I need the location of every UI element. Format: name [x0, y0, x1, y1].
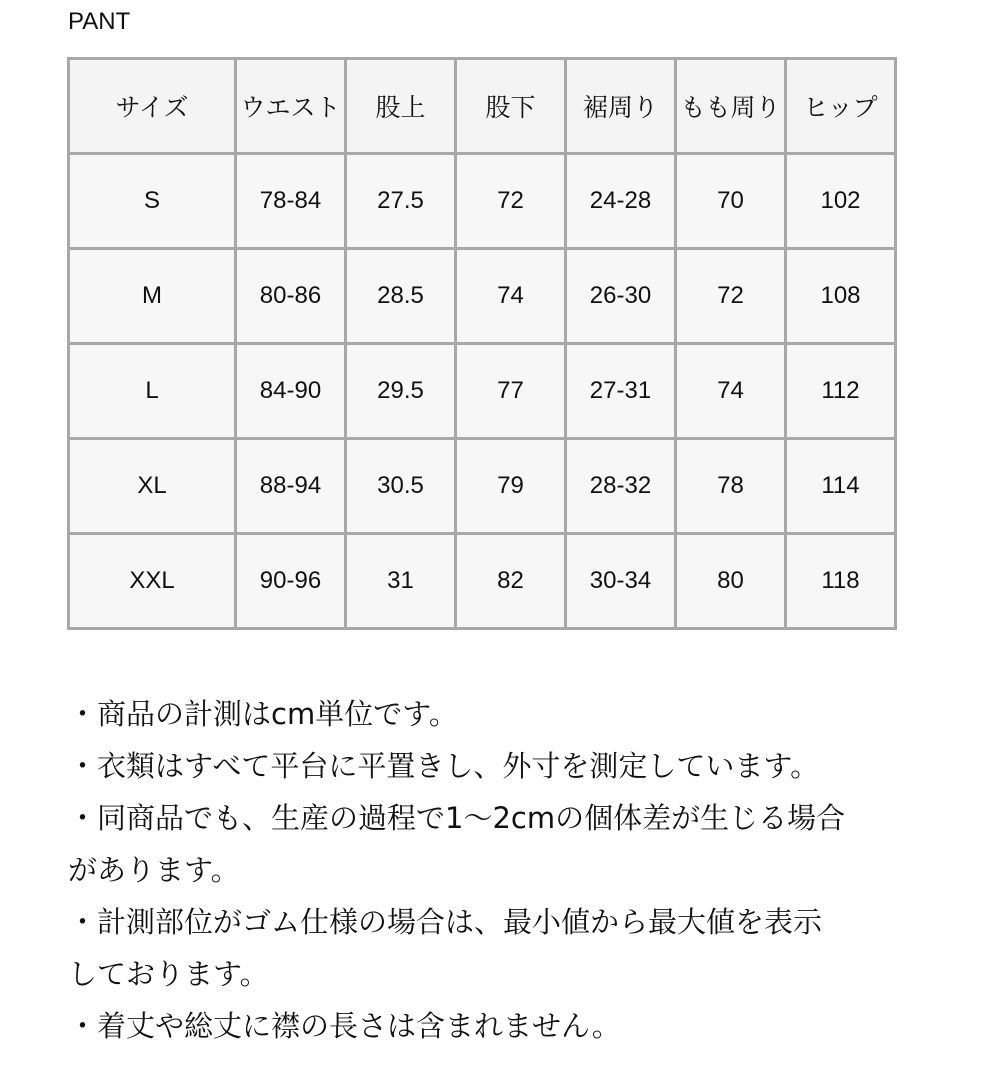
size-chart-table — [67, 57, 897, 630]
header-inseam: 股下 — [456, 59, 566, 154]
table-row — [69, 439, 896, 534]
table-cell: 108 — [786, 249, 896, 344]
table-row — [69, 534, 896, 629]
table-cell: 28.5 — [346, 249, 456, 344]
header-waist: ウエスト — [236, 59, 346, 154]
table-cell: XXL — [69, 534, 236, 629]
table-cell: 72 — [456, 154, 566, 249]
table-cell: 26-30 — [566, 249, 676, 344]
table-cell: 118 — [786, 534, 896, 629]
note-line: ・同商品でも、生産の過程で1～2cmの個体差が生じる場合 — [68, 801, 846, 835]
table-cell: 24-28 — [566, 154, 676, 249]
note-line: ・衣類はすべて平台に平置きし、外寸を測定しています。 — [68, 749, 820, 783]
table-header-row — [69, 59, 896, 154]
table-cell: 74 — [456, 249, 566, 344]
table-cell: 30.5 — [346, 439, 456, 534]
table-cell: 80-86 — [236, 249, 346, 344]
table-cell: 29.5 — [346, 344, 456, 439]
table-cell: 28-32 — [566, 439, 676, 534]
table-cell: 27-31 — [566, 344, 676, 439]
table-cell: 90-96 — [236, 534, 346, 629]
table-cell: L — [69, 344, 236, 439]
table-cell: 77 — [456, 344, 566, 439]
table-row — [69, 344, 896, 439]
table-cell: 70 — [676, 154, 786, 249]
note-line: ・計測部位がゴム仕様の場合は、最小値から最大値を表示 — [68, 905, 823, 939]
table-row — [69, 154, 896, 249]
table-cell: 27.5 — [346, 154, 456, 249]
header-rise: 股上 — [346, 59, 456, 154]
table-cell: 102 — [786, 154, 896, 249]
table-cell: 82 — [456, 534, 566, 629]
table-cell: M — [69, 249, 236, 344]
header-thigh: もも周り — [676, 59, 786, 154]
table-cell: 30-34 — [566, 534, 676, 629]
header-hip: ヒップ — [786, 59, 896, 154]
table-cell: S — [69, 154, 236, 249]
header-size: サイズ — [69, 59, 236, 154]
header-hem: 裾周り — [566, 59, 676, 154]
note-line: ・着丈や総丈に襟の長さは含まれません。 — [68, 1009, 621, 1043]
table-cell: 72 — [676, 249, 786, 344]
note-line: ・商品の計測はcm単位です。 — [68, 697, 458, 731]
table-row — [69, 249, 896, 344]
note-line: しております。 — [68, 957, 269, 991]
table-cell: 112 — [786, 344, 896, 439]
table-cell: 84-90 — [236, 344, 346, 439]
table-cell: 80 — [676, 534, 786, 629]
note-line: があります。 — [68, 853, 240, 887]
table-cell: 79 — [456, 439, 566, 534]
table-cell: 114 — [786, 439, 896, 534]
table-cell: 88-94 — [236, 439, 346, 534]
table-cell: 78 — [676, 439, 786, 534]
table-cell: 74 — [676, 344, 786, 439]
table-cell: 31 — [346, 534, 456, 629]
measurement-notes — [68, 688, 948, 1052]
page-title: PANT — [68, 8, 131, 35]
table-cell: XL — [69, 439, 236, 534]
table-cell: 78-84 — [236, 154, 346, 249]
